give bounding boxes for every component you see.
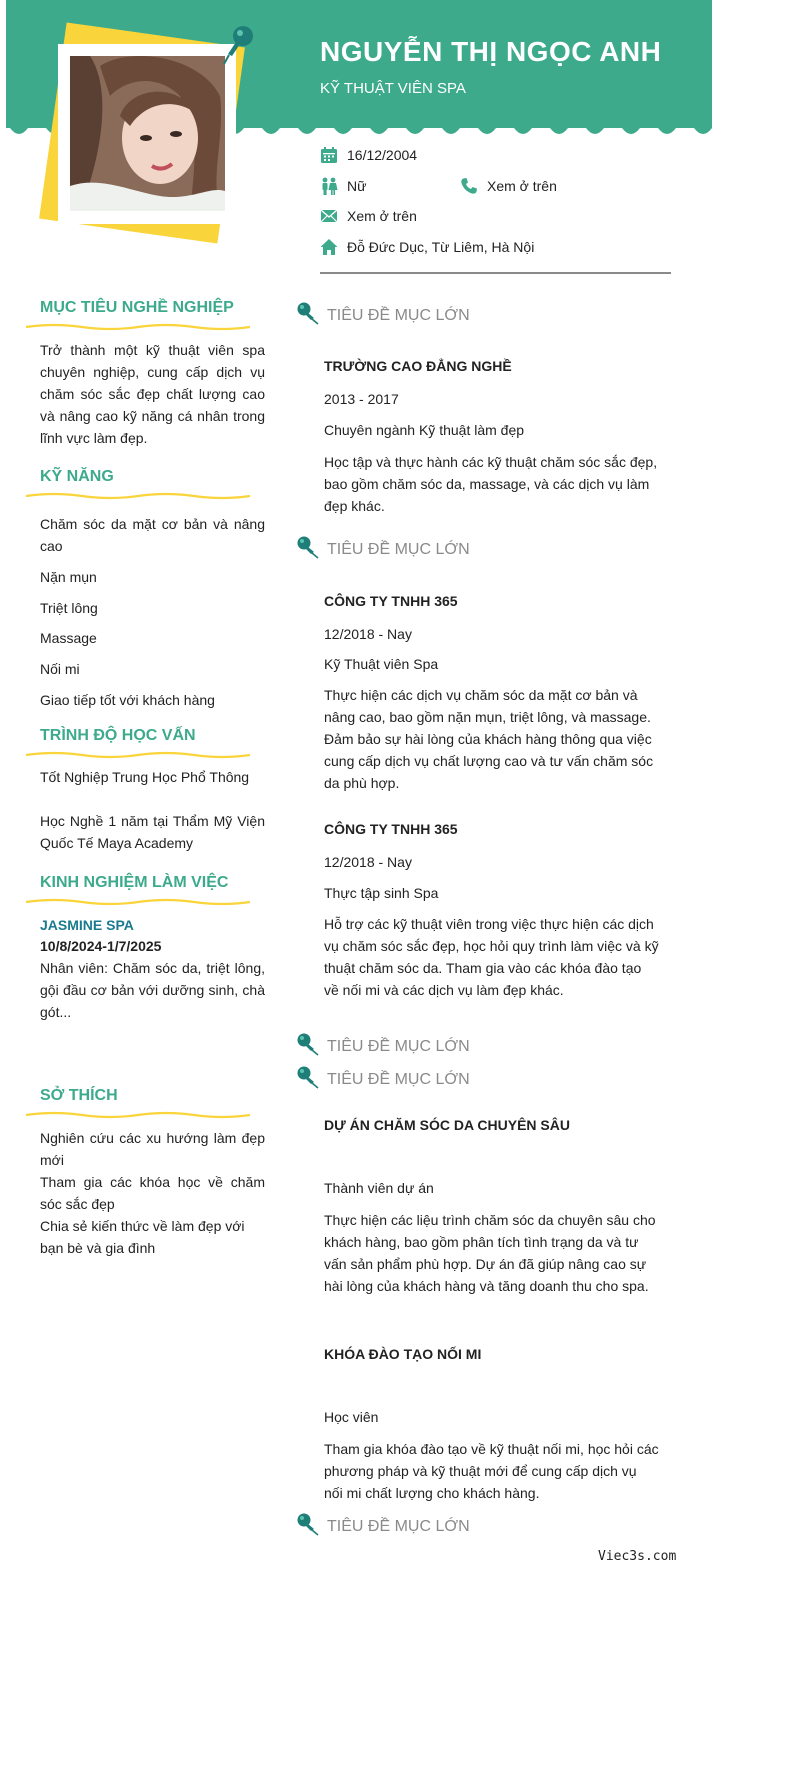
job-description: Hỗ trợ các kỹ thuật viên trong việc thực hiện các dịch vụ chăm sóc sắc đẹp, học hỏi quy trình làm việc và kỹ thuật chăm sóc da. Tham gia vào các khóa đào tạo về nối mi và các dịch vụ làm đẹp khác. bbox=[324, 916, 659, 998]
skill-item: Chăm sóc da mặt cơ bản và nâng cao bbox=[40, 516, 265, 554]
heading-underline bbox=[26, 751, 250, 759]
pushpin-icon bbox=[294, 534, 320, 560]
school-period: 2013 - 2017 bbox=[324, 391, 399, 407]
objective-text: Trở thành một kỹ thuật viên spa chuyên nghiệp, cung cấp dịch vụ chăm sóc sắc đẹp chất lượng cao và nâng cao kỹ năng cá nhân trong lĩnh vực làm đẹp. bbox=[40, 342, 265, 446]
contact-divider bbox=[320, 272, 671, 274]
experience-description: Nhân viên: Chăm sóc da, triệt lông, gội đầu cơ bản với dưỡng sinh, chà gót... bbox=[40, 960, 265, 1020]
objective-heading: MỤC TIÊU NGHỀ NGHIỆP bbox=[40, 299, 234, 316]
gender-icon bbox=[320, 177, 338, 195]
job-period: 12/2018 - Nay bbox=[324, 626, 412, 642]
school-name: TRƯỜNG CAO ĐẲNG NGHỀ bbox=[324, 358, 512, 374]
school-major: Chuyên ngành Kỹ thuật làm đẹp bbox=[324, 422, 525, 438]
home-icon bbox=[320, 238, 338, 256]
section-title: TIÊU ĐỀ MỤC LỚN bbox=[327, 1071, 470, 1088]
email-value: Xem ở trên bbox=[347, 208, 417, 224]
experience-heading: KINH NGHIỆM LÀM VIỆC bbox=[40, 874, 229, 891]
project-name: DỰ ÁN CHĂM SÓC DA CHUYÊN SÂU bbox=[324, 1117, 570, 1133]
contact-address bbox=[320, 238, 534, 256]
heading-underline bbox=[26, 492, 250, 500]
hobby-item: Nghiên cứu các xu hướng làm đẹp mới bbox=[40, 1130, 265, 1168]
brand-watermark: Viec3s.com bbox=[598, 1549, 677, 1564]
education-item: Học Nghề 1 năm tại Thẩm Mỹ Viện Quốc Tế Maya Academy bbox=[40, 813, 265, 851]
section-heading bbox=[294, 1511, 470, 1537]
heading-underline bbox=[26, 898, 250, 906]
project-role: Thành viên dự án bbox=[324, 1180, 434, 1196]
project-description: Thực hiện các liệu trình chăm sóc da chuyên sâu cho khách hàng, bao gồm phân tích tình trạng da và tư vấn sản phẩm phù hợp. Dự án đã giúp nâng cao sự hài lòng của khách hàng và tăng doanh thu cho spa. bbox=[324, 1212, 656, 1294]
skill-item: Triệt lông bbox=[40, 600, 98, 616]
contact-phone bbox=[460, 177, 557, 195]
contact-birthday bbox=[320, 146, 417, 164]
section-title: TIÊU ĐỀ MỤC LỚN bbox=[327, 307, 470, 324]
contact-gender bbox=[320, 177, 366, 195]
section-heading bbox=[294, 1031, 470, 1057]
pushpin-icon bbox=[294, 1511, 320, 1537]
project-name: KHÓA ĐÀO TẠO NỐI MI bbox=[324, 1346, 482, 1362]
contact-email bbox=[320, 207, 417, 225]
education-heading: TRÌNH ĐỘ HỌC VẤN bbox=[40, 727, 196, 744]
skill-item: Massage bbox=[40, 630, 97, 646]
phone-value: Xem ở trên bbox=[487, 178, 557, 194]
candidate-position: KỸ THUẬT VIÊN SPA bbox=[320, 80, 466, 97]
job-company: CÔNG TY TNHH 365 bbox=[324, 821, 458, 837]
phone-icon bbox=[460, 177, 478, 195]
job-description: Thực hiện các dịch vụ chăm sóc da mặt cơ bản và nâng cao, bao gồm nặn mụn, triệt lông, và massage. Đảm bảo sự hài lòng của khách hàng thông qua việc cung cấp dịch vụ chất lượng cao và tư vấn chăm sóc da phù hợp. bbox=[324, 687, 654, 791]
email-icon bbox=[320, 207, 338, 225]
job-role: Kỹ Thuật viên Spa bbox=[324, 656, 439, 672]
hobby-item: Chia sẻ kiến thức về làm đẹp với bạn bè và gia đình bbox=[40, 1218, 245, 1256]
experience-company: JASMINE SPA bbox=[40, 917, 134, 933]
hobby-item: Tham gia các khóa học về chăm sóc sắc đẹp bbox=[40, 1174, 265, 1212]
pushpin-icon bbox=[294, 300, 320, 326]
address-value: Đỗ Đức Dục, Từ Liêm, Hà Nội bbox=[347, 239, 535, 255]
job-role: Thực tập sinh Spa bbox=[324, 885, 439, 901]
heading-underline bbox=[26, 1111, 250, 1119]
section-heading bbox=[294, 1064, 470, 1090]
pushpin-icon bbox=[218, 22, 258, 66]
pushpin-icon bbox=[294, 1031, 320, 1057]
heading-underline bbox=[26, 323, 250, 331]
section-heading bbox=[294, 534, 470, 560]
section-title: TIÊU ĐỀ MỤC LỚN bbox=[327, 541, 470, 558]
experience-period: 10/8/2024-1/7/2025 bbox=[40, 938, 162, 954]
skill-item: Nặn mụn bbox=[40, 569, 97, 585]
gender-value: Nữ bbox=[347, 178, 367, 194]
candidate-name: NGUYỄN THỊ NGỌC ANH bbox=[320, 36, 662, 67]
profile-photo bbox=[70, 56, 225, 211]
calendar-icon bbox=[320, 146, 338, 164]
school-description: Học tập và thực hành các kỹ thuật chăm sóc sắc đẹp, bao gồm chăm sóc da, massage, và các dịch vụ làm đẹp khác. bbox=[324, 454, 658, 514]
section-title: TIÊU ĐỀ MỤC LỚN bbox=[327, 1038, 470, 1055]
skills-heading: KỸ NĂNG bbox=[40, 468, 114, 485]
job-company: CÔNG TY TNHH 365 bbox=[324, 593, 458, 609]
birthday-value: 16/12/2004 bbox=[347, 147, 418, 163]
skill-item: Nối mi bbox=[40, 661, 80, 677]
job-period: 12/2018 - Nay bbox=[324, 854, 412, 870]
project-description: Tham gia khóa đào tạo về kỹ thuật nối mi, học hỏi các phương pháp và kỹ thuật mới để cung cấp dịch vụ nối mi chất lượng cho khách hàng. bbox=[324, 1441, 659, 1501]
skill-item: Giao tiếp tốt với khách hàng bbox=[40, 692, 215, 708]
education-item: Tốt Nghiệp Trung Học Phổ Thông bbox=[40, 769, 250, 785]
pushpin-icon bbox=[294, 1064, 320, 1090]
section-title: TIÊU ĐỀ MỤC LỚN bbox=[327, 1518, 470, 1535]
section-heading bbox=[294, 300, 470, 326]
hobbies-heading: SỞ THÍCH bbox=[40, 1087, 118, 1104]
project-role: Học viên bbox=[324, 1409, 379, 1425]
